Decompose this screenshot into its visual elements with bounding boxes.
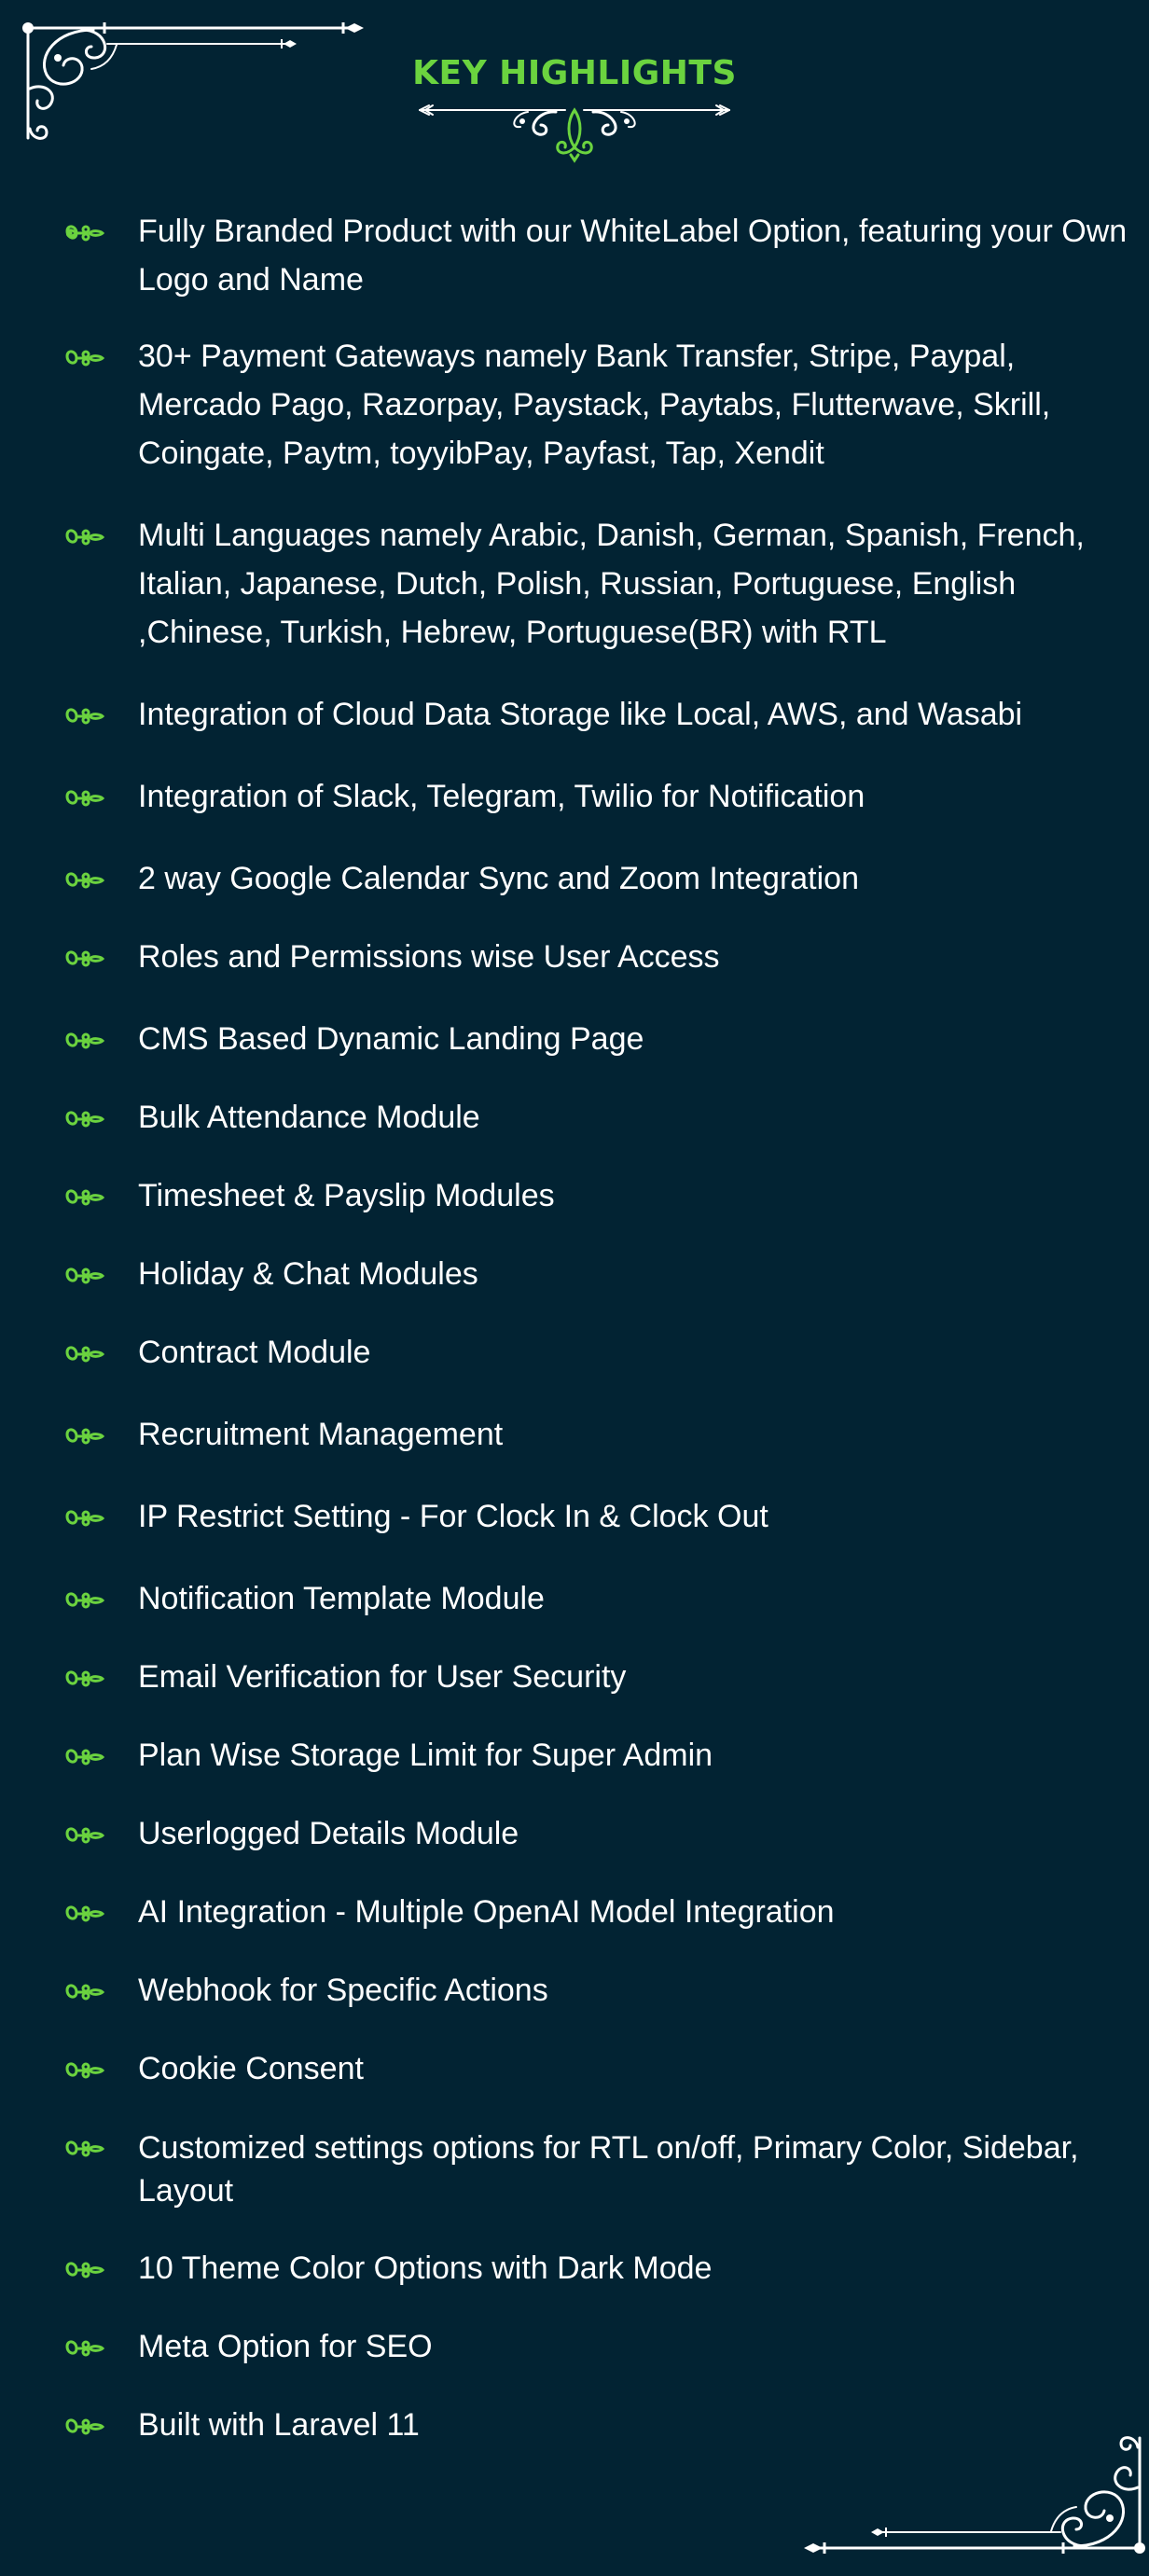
highlight-text: Fully Branded Product with our WhiteLabel Option, featuring your Own Logo and Name <box>138 214 1128 298</box>
list-item <box>63 2251 1089 2286</box>
highlight-text: Notification Template Module <box>138 1581 545 1616</box>
ornamental-bullet-icon <box>63 1746 104 1768</box>
highlight-text: Integration of Slack, Telegram, Twilio for Notification <box>138 779 865 814</box>
ornamental-bullet-icon <box>63 526 104 548</box>
corner-ornament-bottom-right-icon <box>776 2427 1149 2557</box>
list-item <box>63 939 1089 975</box>
ornamental-bullet-icon <box>63 787 104 810</box>
highlight-text: Plan Wise Storage Limit for Super Admin <box>138 1738 713 1773</box>
highlight-text: Bulk Attendance Module <box>138 1100 480 1135</box>
ornamental-bullet-icon <box>63 1265 104 1287</box>
list-item <box>63 1894 1089 1930</box>
highlight-text: Contract Module <box>138 1335 371 1370</box>
highlight-text: Holiday & Chat Modules <box>138 1256 478 1292</box>
ornamental-bullet-icon <box>63 2059 104 2082</box>
page-title: KEY HIGHLIGHTS <box>412 54 737 92</box>
list-item <box>63 2051 1089 2086</box>
list-item <box>63 518 1089 650</box>
list-item <box>63 1021 1089 1057</box>
list-item <box>63 1100 1089 1135</box>
highlight-text: Cookie Consent <box>138 2051 364 2086</box>
list-item <box>63 1335 1089 1370</box>
ornamental-bullet-icon <box>63 869 104 892</box>
highlight-text: Email Verification for User Security <box>138 1659 627 1695</box>
ornamental-bullet-icon <box>63 1343 104 1365</box>
list-item <box>63 1499 1089 1534</box>
highlight-text: Multi Languages namely Arabic, Danish, German, Spanish, French, Italian, Japanese, Dutch, Polish, Russian, Portuguese, English ,Chinese, Turkish, Hebrew, Portuguese(BR) with RTL <box>138 518 1085 650</box>
highlight-text: Roles and Permissions wise User Access <box>138 939 720 975</box>
highlight-text: Recruitment Management <box>138 1417 504 1452</box>
list-item <box>63 1417 1089 1452</box>
list-item <box>63 1178 1089 1213</box>
highlight-text: Built with Laravel 11 <box>138 2407 420 2443</box>
ornamental-bullet-icon <box>63 1981 104 2003</box>
list-item <box>63 2130 1089 2209</box>
ornamental-bullet-icon <box>63 1824 104 1847</box>
list-item <box>63 1659 1089 1695</box>
list-item <box>63 1581 1089 1616</box>
ornamental-bullet-icon <box>63 1589 104 1612</box>
highlight-text: Integration of Cloud Data Storage like Local, AWS, and Wasabi <box>138 697 1023 732</box>
highlight-text: Meta Option for SEO <box>138 2329 433 2364</box>
highlight-text: AI Integration - Multiple OpenAI Model Integration <box>138 1894 835 1930</box>
highlight-text: CMS Based Dynamic Landing Page <box>138 1021 644 1057</box>
ornamental-bullet-icon <box>63 705 104 727</box>
ornamental-bullet-icon <box>63 1668 104 1690</box>
ornamental-bullet-icon <box>63 2337 104 2360</box>
highlight-text: IP Restrict Setting - For Clock In & Clock Out <box>138 1499 768 1534</box>
list-item <box>63 2329 1089 2364</box>
list-item <box>63 1973 1089 2008</box>
list-item <box>63 1738 1089 1773</box>
ornamental-bullet-icon <box>63 948 104 970</box>
highlight-text: Timesheet & Payslip Modules <box>138 1178 555 1213</box>
ornamental-bullet-icon <box>63 1425 104 1447</box>
highlight-text: Customized settings options for RTL on/off, Primary Color, Sidebar, Layout <box>138 2130 1079 2209</box>
ornamental-bullet-icon <box>63 1186 104 1209</box>
ornamental-bullet-icon <box>63 1903 104 1925</box>
highlight-text: 30+ Payment Gateways namely Bank Transfer, Stripe, Paypal, Mercado Pago, Razorpay, Paystack, Paytabs, Flutterwave, Skrill, Coingate, Paytm, toyyibPay, Payfast, Tap, Xendit <box>138 339 1051 471</box>
list-item <box>63 214 1128 298</box>
ornamental-bullet-icon <box>63 2138 104 2160</box>
list-item <box>63 697 1089 732</box>
ornamental-bullet-icon <box>63 1507 104 1530</box>
list-item <box>63 339 1089 471</box>
fleur-de-lis-divider-icon <box>416 103 733 163</box>
list-item <box>63 779 1089 814</box>
ornamental-bullet-icon <box>63 2259 104 2281</box>
ornamental-bullet-icon <box>63 347 104 369</box>
ornamental-bullet-icon <box>63 2416 104 2438</box>
highlight-text: Userlogged Details Module <box>138 1816 519 1851</box>
highlight-text: 2 way Google Calendar Sync and Zoom Integration <box>138 861 860 896</box>
highlight-text: Webhook for Specific Actions <box>138 1973 548 2008</box>
list-item <box>63 1256 1089 1292</box>
ornamental-bullet-icon <box>63 1030 104 1052</box>
highlight-text: 10 Theme Color Options with Dark Mode <box>138 2251 713 2286</box>
list-item <box>63 861 1089 896</box>
ornamental-bullet-icon <box>63 222 104 244</box>
ornamental-bullet-icon <box>63 1108 104 1130</box>
list-item <box>63 1816 1089 1851</box>
page-header <box>0 54 1149 92</box>
